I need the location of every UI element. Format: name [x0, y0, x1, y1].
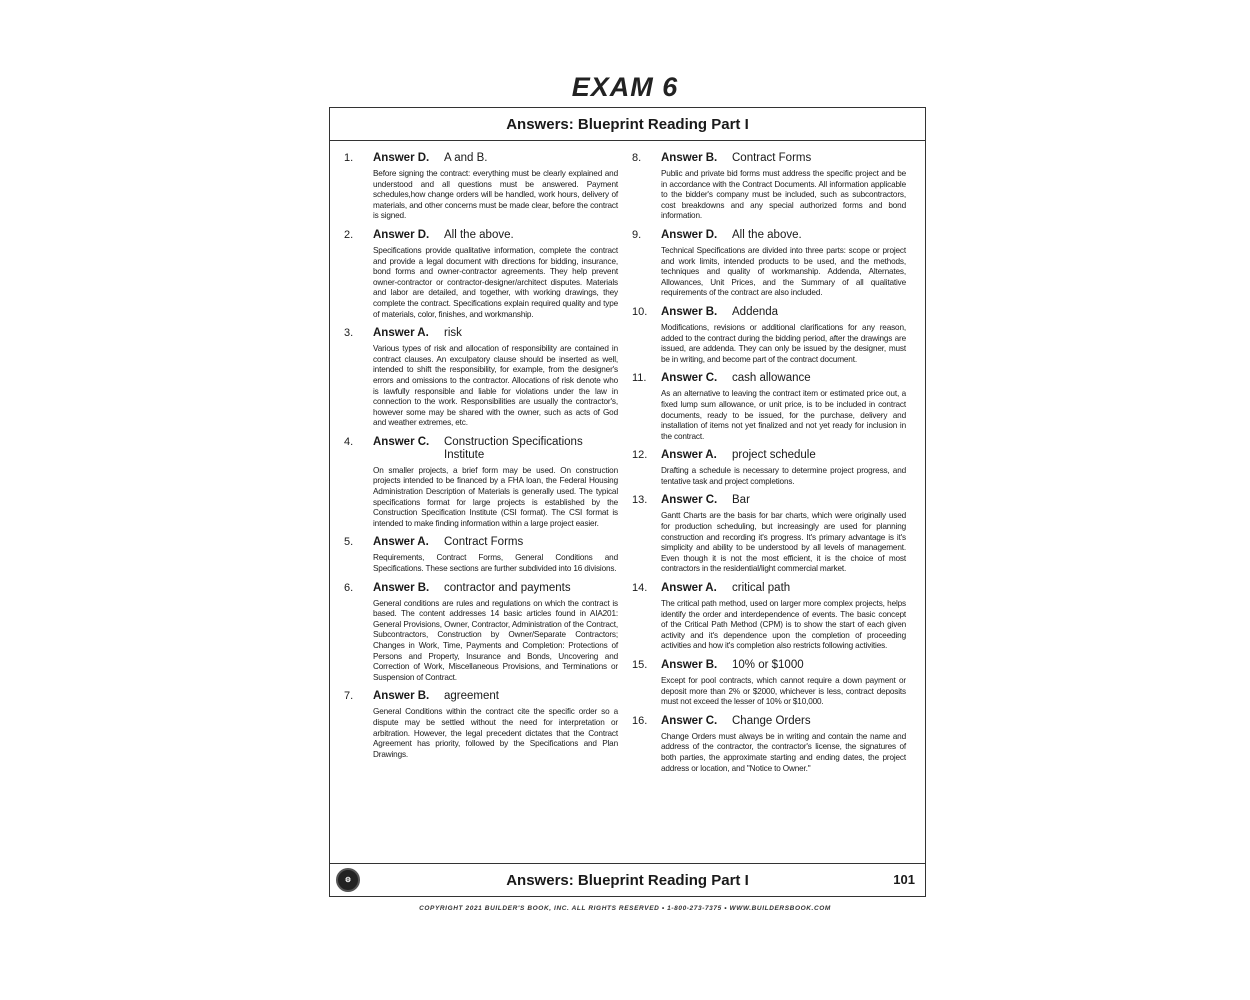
answer-explanation: Public and private bid forms must address the specific project and be in accordance with the Contract Documents. All information applicable to the bidder's company must be included, such as subcontractors, cost breakdowns and any special authorized forms and bond information. [661, 169, 906, 221]
answer-heading [373, 690, 618, 703]
answer-number: 12. [632, 449, 648, 462]
answer-item [338, 582, 618, 684]
answer-heading [373, 582, 618, 595]
answer-explanation: Requirements, Contract Forms, General Conditions and Specifications. These sections are further subdivided into 16 divisions. [373, 553, 618, 574]
answer-number: 9. [632, 228, 642, 241]
answer-page [329, 107, 926, 897]
answer-label: Answer A. [373, 327, 429, 340]
answer-explanation: On smaller projects, a brief form may be used. On construction projects intended to be financed by a FHA loan, the Federal Housing Administration Description of Materials is generally used. The typical specifications format for large projects is established by the Construction Specification Institute (CSI format). The CSI format is intended to make finding information within a large project easier. [373, 465, 618, 528]
answer-heading [661, 372, 906, 385]
answer-explanation: Technical Specifications are divided into three parts: scope or project and work limits, intended products to be used, and the methods, techniques and quality of workmanship. Addenda, Alternates, Allowances, Unit Prices, and the Summary of all qualitative requirements of the contract are also included. [661, 245, 906, 298]
answer-item [626, 372, 906, 442]
answer-explanation: General Conditions within the contract cite the specific order so a dispute may be settled without the need for interpretation or arbitration. However, the legal precedent dictates that the Contract Agreement has priority, followed by the Specifications and Plan Drawings. [373, 707, 618, 759]
answer-explanation: Gantt Charts are the basis for bar charts, which were originally used for production scheduling, but increasingly are used for planning construction and recording it's progress. It's primary advantage is it's simplicity and ability to be understood by all levels of management. Even though it is not the most efficient, it is the choice of most contractors in the residential/light commercial market. [661, 511, 906, 574]
answer-label: Answer D. [661, 228, 718, 241]
answer-number: 2. [344, 228, 354, 241]
answer-number: 10. [632, 305, 648, 318]
header-title: Answers: Blueprint Reading Part I [506, 115, 749, 133]
answer-item [626, 659, 906, 708]
answer-number: 16. [632, 714, 648, 727]
answer-heading [373, 536, 618, 549]
answer-number: 11. [632, 372, 647, 385]
answer-explanation: Various types of risk and allocation of responsibility are contained in contract clauses. An exculpatory clause should be inserted as well, intended to shift the responsibility, for example, from the designer's errors and omissions to the contractor. Allocations of risk denote who is lawfully responsible and liable for violations under the law in connection to the work. Responsibilities are usually the contractor's, however some may be shared with the owner, such as acts of God and weather extremes, etc. [373, 344, 618, 428]
answer-explanation: Drafting a schedule is necessary to determine project progress, and tentative task and project completions. [661, 466, 906, 486]
answer-heading [373, 152, 618, 165]
answer-label: Answer C. [661, 494, 718, 507]
footer-title: Answers: Blueprint Reading Part I [506, 871, 749, 889]
answer-heading [661, 229, 906, 242]
answer-heading [661, 582, 906, 595]
answer-explanation: Change Orders must always be in writing and contain the name and address of the contractor, the contractor's license, the signatures of both parties, the approximate starting and ending dates, the project address or location, and "Notice to Owner." [661, 731, 906, 773]
answer-label: Answer D. [373, 152, 430, 164]
answer-item [626, 306, 906, 365]
answer-label: Answer B. [661, 152, 718, 164]
answer-heading [661, 306, 906, 319]
answer-choice: risk [444, 327, 462, 340]
answer-explanation: Specifications provide qualitative information, complete the contract and provide a legal document with directions for bidding, insurance, bond forms and owner-contractor agreements. They help prevent owner-contractor or contractor-designer/architect disputes. Materials and labor are detailed, and together, with working drawings, they complete the contract. Specifications explain required quality and type of materials, color, finishes, and workmanship. [373, 245, 618, 319]
answer-explanation: General conditions are rules and regulations on which the contract is based. The content addresses 14 basic articles found in AIA201: General Provisions, Owner, Contractor, Administration of the Contract, Subcontractors, Construction by Owner/Separate Contractors; Changes in Work, Time, Payments and Completion: Protections of Persons and Property, Insurance and Bonds, Uncovering and Correction of Work, Miscellaneous Provisions, and Terminations or Suspension of Contract. [373, 598, 618, 682]
answer-number: 13. [632, 494, 648, 507]
answer-choice: agreement [444, 690, 499, 703]
right-answer-column [626, 152, 906, 781]
answer-label: Answer A. [661, 449, 717, 462]
answer-heading [373, 436, 618, 462]
answer-item [338, 436, 618, 530]
answer-item [626, 715, 906, 774]
exam-title: EXAM 6 [571, 72, 679, 102]
page-footer [330, 863, 925, 896]
answer-item [626, 152, 906, 222]
answer-item [338, 229, 618, 320]
answer-choice: cash allowance [732, 372, 811, 385]
copyright-notice: COPYRIGHT 2021 BUILDER'S BOOK, INC. ALL RIGHTS RESERVED • 1-800-273-7375 • WWW.BUILDERSBOOK.COM [419, 905, 831, 912]
answer-heading [661, 152, 906, 165]
answer-heading [661, 494, 906, 507]
answer-item [626, 229, 906, 299]
answer-label: Answer A. [373, 536, 429, 549]
answer-label: Answer C. [661, 372, 718, 385]
answer-label: Answer B. [373, 581, 430, 594]
answer-explanation: As an alternative to leaving the contract item or estimated price out, a fixed lump sum allowance, or unit price, is to be included in contract documents, ready to be issued, for the purchase, delivery and installation of items not yet finalized and not yet ready for inclusion in the contract. [661, 389, 906, 441]
answer-choice: Bar [732, 494, 750, 507]
answer-choice: Change Orders [732, 714, 811, 727]
answer-item [338, 536, 618, 574]
answer-number: 3. [344, 327, 354, 340]
answer-number: 7. [344, 690, 354, 703]
answer-number: 4. [344, 435, 354, 448]
page-header [330, 108, 925, 141]
answer-label: Answer B. [661, 659, 718, 671]
answer-heading [661, 715, 906, 728]
answer-choice: Construction Specifications Institute [444, 435, 583, 461]
answer-heading [373, 327, 618, 340]
answer-heading [373, 229, 618, 242]
answer-explanation: Except for pool contracts, which cannot require a down payment or deposit more than 2% or $2000, whichever is less, contract deposits must not exceed the lesser of 10% or $10,000. [661, 676, 906, 707]
answer-number: 14. [632, 582, 648, 595]
answer-choice: Addenda [732, 305, 779, 318]
page-number: 101 [893, 872, 915, 887]
answer-item [626, 494, 906, 575]
answer-label: Answer C. [661, 714, 718, 727]
answer-heading [661, 659, 906, 672]
answer-label: Answer B. [661, 305, 718, 318]
builders-book-logo-icon: ⚙ [336, 868, 360, 892]
answer-item [626, 582, 906, 652]
answer-number: 5. [344, 536, 354, 549]
answer-number: 15. [632, 659, 648, 671]
answer-explanation: The critical path method, used on larger more complex projects, helps identify the order and interdependence of events. The basic concept of the Critical Path Method (CPM) is to show the start of each given activity and it's dependence upon the completion of proceeding activities and how it's completion also restricts following activities. [661, 599, 906, 651]
answer-heading [661, 449, 906, 462]
answer-explanation: Modifications, revisions or additional clarifications for any reason, added to the contract during the bidding period, after the drawings are issued, are addenda. They can only be issued by the designer, must be in writing, and become part of the contract document. [661, 322, 906, 364]
answer-label: Answer A. [661, 582, 717, 595]
answer-item [338, 152, 618, 222]
answer-item [338, 690, 618, 760]
answer-choice: A and B. [444, 152, 488, 164]
answer-label: Answer B. [373, 690, 430, 703]
left-answer-column [338, 152, 618, 767]
answer-item [626, 449, 906, 487]
answer-choice: Contract Forms [444, 536, 524, 549]
answer-number: 8. [632, 152, 642, 164]
answer-choice: contractor and payments [444, 581, 571, 594]
answer-choice: Contract Forms [732, 152, 812, 164]
answer-number: 1. [344, 152, 354, 164]
answer-number: 6. [344, 581, 354, 594]
answer-label: Answer D. [373, 228, 430, 241]
answer-item [338, 327, 618, 429]
answer-choice: critical path [732, 582, 791, 595]
answer-choice: All the above. [732, 228, 802, 241]
answer-choice: project schedule [732, 449, 816, 462]
answer-choice: All the above. [444, 228, 514, 241]
answer-explanation: Before signing the contract: everything must be clearly explained and understood and all questions must be answered. Payment schedules,how change orders will be handled, work hours, delivery of materials, and other concerns must be made clear, before the contract is signed. [373, 169, 618, 221]
answer-choice: 10% or $1000 [732, 659, 804, 671]
answer-label: Answer C. [373, 435, 430, 448]
